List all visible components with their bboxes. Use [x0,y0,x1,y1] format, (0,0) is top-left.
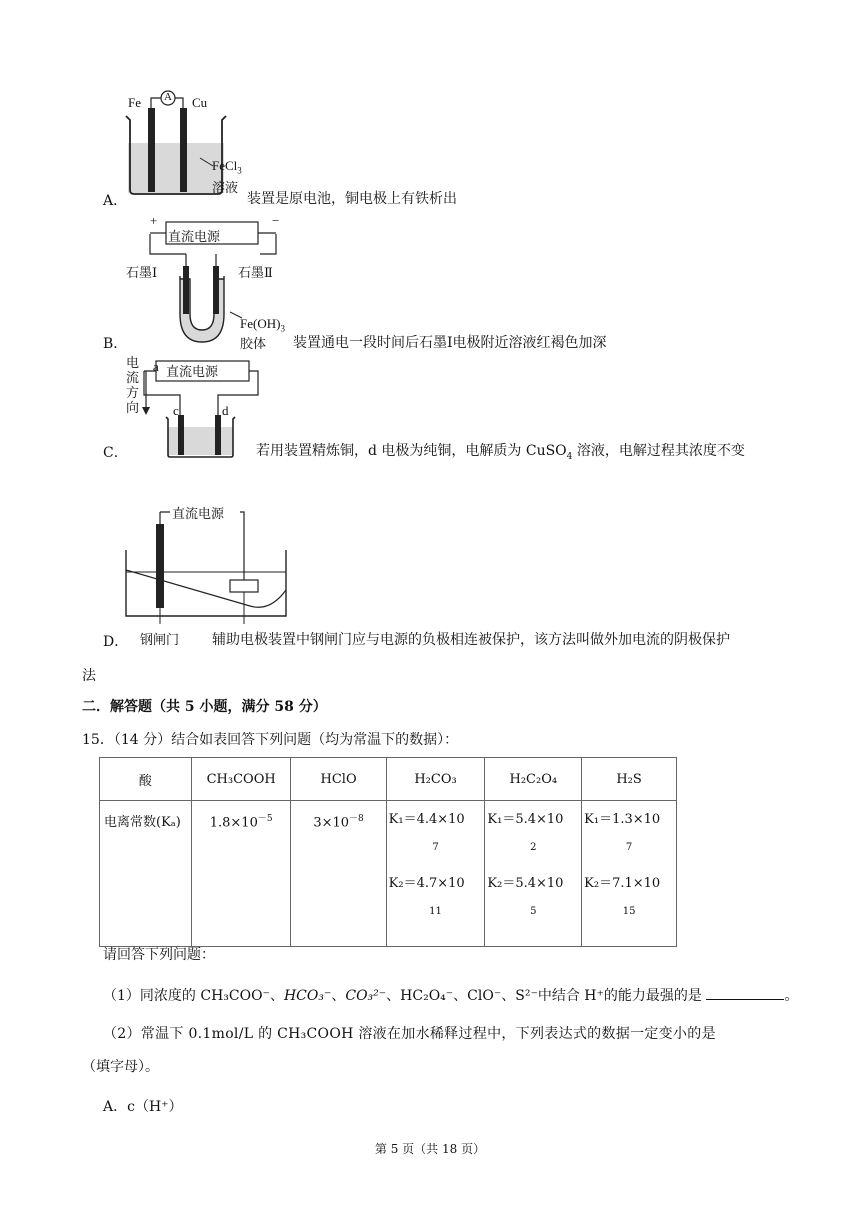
option-b-text: 装置通电一段时间后石墨Ⅰ电极附近溶液红褐色加深 [293,335,607,351]
ka-hclo: $3\times 10^{-8}$ [291,801,386,947]
graphite-2-electrode [213,266,219,314]
option-d-letter: D． [103,634,129,650]
question-1: （1）同浓度的 CH₃COO⁻、HCO₃⁻、CO₃²⁻、HC₂O₄⁻、ClO⁻、S²⁻中结合 H⁺的能力最强的是 。 [103,985,798,1006]
header-hclo: HClO [291,758,386,801]
question-15-intro: 15．（14 分）结合如表回答下列问题（均为常温下的数据）： [82,732,459,748]
prompt-text: 请回答下列问题： [103,947,215,963]
fe-electrode [148,108,155,192]
terminal-a-label: a [153,359,159,374]
page-footer: 第 5 页（共 18 页） [374,1142,486,1156]
current-direction-label: 电流方向 [126,355,140,415]
option-c-text: 若用装置精炼铜，d 电极为纯铜，电解质为 CuSO$_4$ 溶液，电解过程其浓度不变 [256,443,745,462]
graphite-1-label: 石墨Ⅰ [126,265,158,280]
cu-label: Cu [192,95,208,110]
row-label: 电离常数(Kₐ) [100,801,192,947]
power-supply-label-d: 直流电源 [172,506,225,521]
plus-sign: + [150,213,158,228]
ka-h2c2o4: K₁＝5.4×10 2 K₂＝5.4×10 5 [485,801,582,947]
fecl3-label: FeCl$_3$ [212,158,242,176]
power-supply-label: 直流电源 [168,229,221,244]
solution-label: 溶液 [212,180,239,195]
header-h2c2o4: H₂C₂O₄ [485,758,582,801]
graphite-2-label: 石墨Ⅱ [238,265,273,280]
option-b-letter: B． [103,336,128,352]
steel-gate-label: 钢闸门 [140,632,180,647]
electrode-c-label: c [173,403,179,418]
cu-electrode [180,108,187,192]
answer-blank[interactable] [706,985,784,1000]
option-a-letter: A． [103,193,128,209]
fe-label: Fe [128,95,141,110]
question-2-line2: （填字母）。 [82,1059,159,1075]
option-d-text-cont: 法 [82,668,96,684]
question-2-line1: （2）常温下 0.1mol/L 的 CH₃COOH 溶液在加水稀释过程中，下列表达式的数据一定变小的是 [103,1026,716,1042]
ka-h2s: K₁＝1.3×10 7 K₂＝7.1×10 15 [582,801,677,947]
ionization-constant-table [99,757,677,947]
header-h2co3: H₂CO₃ [386,758,485,801]
header-ch3cooh: CH₃COOH [191,758,291,801]
option-d-text: 辅助电极装置中钢闸门应与电源的负极相连被保护，该方法叫做外加电流的阴极保护 [212,632,730,648]
table-header-row [100,758,677,801]
electrode-c [178,415,184,455]
electrode-d-label: d [222,403,229,418]
current-arrow-icon [142,407,150,415]
ka-ch3cooh: $1.8\times 10^{-5}$ [191,801,291,947]
option-a-text: 装置是原电池，铜电极上有铁析出 [247,191,457,207]
fe-oh3-label: $Fe(OH)_3$ [240,316,285,334]
option-a-answer: A．c（H⁺） [103,1099,183,1115]
auxiliary-electrode [230,580,258,592]
section-title: 二．解答题（共 5 小题，满分 58 分） [82,699,327,715]
header-h2s: H₂S [582,758,677,801]
minus-sign: − [272,213,280,228]
ka-h2co3: K₁＝4.4×10 7 K₂＝4.7×10 11 [386,801,485,947]
ammeter-label: A [164,91,172,103]
graphite-1-electrode [183,266,189,314]
header-acid: 酸 [100,758,192,801]
steel-gate [156,524,164,608]
option-c-letter: C． [103,445,128,461]
colloid-label: 胶体 [240,336,267,351]
electrode-d [215,415,221,455]
power-supply-label-c: 直流电源 [166,364,219,379]
table-row [100,801,677,947]
